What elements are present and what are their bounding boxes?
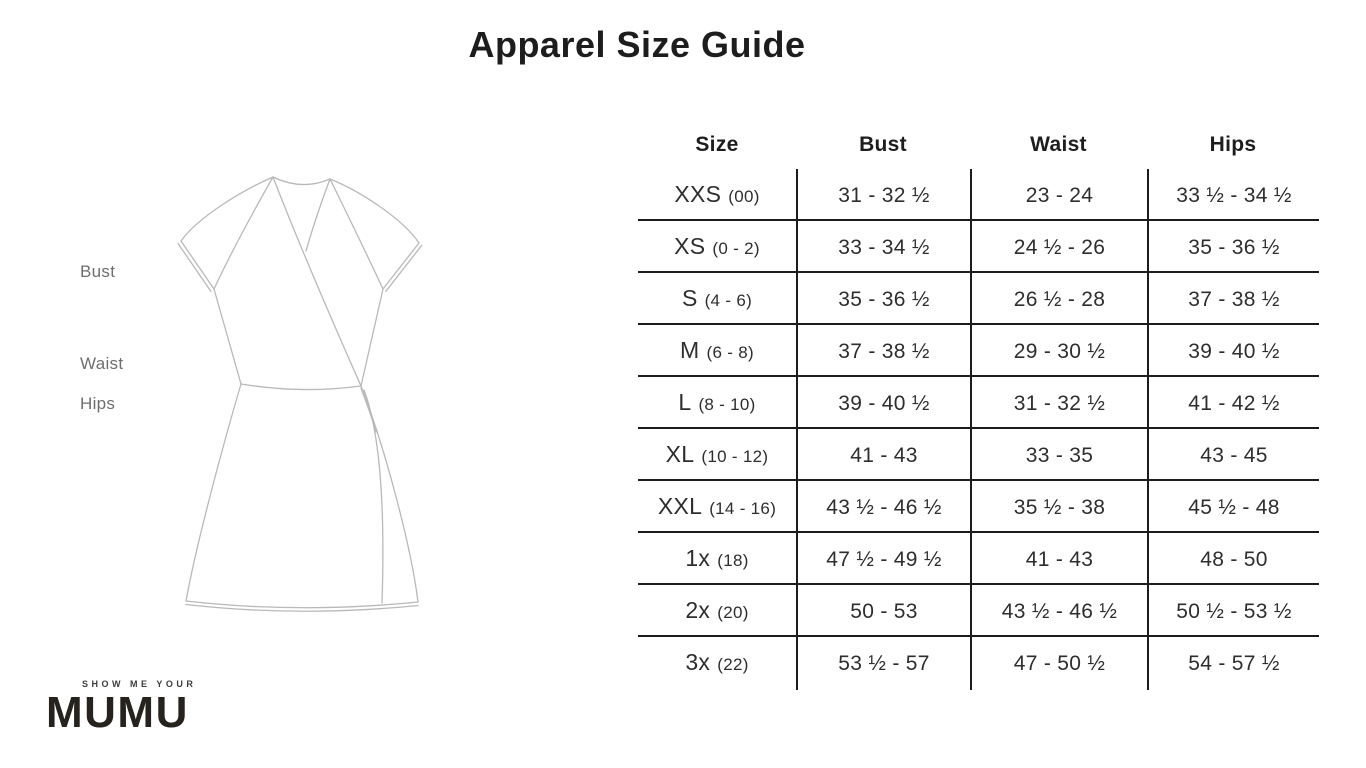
size-cell bbox=[638, 429, 796, 482]
table-row bbox=[638, 325, 1319, 377]
bust-cell: 31 - 32 ½ bbox=[796, 169, 970, 222]
table-row bbox=[638, 169, 1319, 221]
waist-cell: 31 - 32 ½ bbox=[970, 377, 1147, 430]
size-detail: (22) bbox=[717, 655, 749, 674]
dress-skirt-left bbox=[186, 384, 241, 601]
dress-right-sleeve bbox=[330, 179, 419, 243]
bust-cell: 33 - 34 ½ bbox=[796, 221, 970, 274]
dress-sketch bbox=[155, 165, 445, 625]
dress-right-armhole bbox=[330, 179, 383, 289]
dress-left-sleeve-hem-inner bbox=[178, 244, 211, 292]
dress-left-bodice bbox=[214, 289, 241, 384]
size-detail: (20) bbox=[717, 603, 749, 622]
hips-label: Hips bbox=[80, 394, 116, 413]
dress-left-sleeve-hem bbox=[181, 241, 214, 289]
size-detail: (14 - 16) bbox=[709, 499, 777, 518]
waist-cell: 47 - 50 ½ bbox=[970, 637, 1147, 690]
bust-cell: 41 - 43 bbox=[796, 429, 970, 482]
bust-label: Bust bbox=[80, 262, 116, 281]
waist-cell: 23 - 24 bbox=[970, 169, 1147, 222]
size-detail: (8 - 10) bbox=[698, 395, 756, 414]
dress-right-sleeve-hem-inner bbox=[386, 245, 422, 291]
size-detail: (18) bbox=[717, 551, 749, 570]
size-code: 3x bbox=[685, 649, 711, 675]
column-header-size: Size bbox=[695, 132, 739, 156]
dress-right-sleeve-hem bbox=[383, 243, 419, 289]
size-detail: (0 - 2) bbox=[712, 239, 760, 258]
size-cell bbox=[638, 377, 796, 430]
waist-cell: 35 ½ - 38 bbox=[970, 481, 1147, 534]
hips-cell: 54 - 57 ½ bbox=[1147, 637, 1319, 690]
dress-waist-seam bbox=[241, 384, 361, 390]
size-code: M bbox=[680, 337, 700, 363]
size-detail: (6 - 8) bbox=[706, 343, 754, 362]
size-code: XS bbox=[674, 233, 706, 259]
hips-cell: 37 - 38 ½ bbox=[1147, 273, 1319, 326]
size-table-header bbox=[638, 120, 1319, 169]
size-code: 1x bbox=[685, 545, 711, 571]
hips-cell: 35 - 36 ½ bbox=[1147, 221, 1319, 274]
hips-cell: 45 ½ - 48 bbox=[1147, 481, 1319, 534]
bust-cell: 35 - 36 ½ bbox=[796, 273, 970, 326]
size-code: XXL bbox=[657, 493, 703, 519]
size-code: S bbox=[681, 285, 698, 311]
waist-cell: 41 - 43 bbox=[970, 533, 1147, 586]
size-cell bbox=[638, 273, 796, 326]
dress-hem bbox=[186, 601, 418, 608]
hips-cell: 33 ½ - 34 ½ bbox=[1147, 169, 1319, 222]
hips-cell: 50 ½ - 53 ½ bbox=[1147, 585, 1319, 638]
dress-right-neckline bbox=[306, 179, 330, 251]
table-row bbox=[638, 481, 1319, 533]
bust-cell: 37 - 38 ½ bbox=[796, 325, 970, 378]
dress-left-armhole bbox=[214, 177, 273, 289]
column-header-hips: Hips bbox=[1209, 132, 1257, 156]
dress-left-sleeve bbox=[181, 177, 273, 241]
dress-right-bodice bbox=[361, 289, 383, 386]
size-cell bbox=[638, 585, 796, 638]
dress-tie bbox=[361, 388, 376, 432]
size-detail: (00) bbox=[728, 187, 760, 206]
size-table bbox=[638, 120, 1319, 689]
bust-cell: 47 ½ - 49 ½ bbox=[796, 533, 970, 586]
waist-cell: 43 ½ - 46 ½ bbox=[970, 585, 1147, 638]
size-detail: (4 - 6) bbox=[704, 291, 753, 310]
brand-logo bbox=[46, 679, 197, 737]
column-header-waist: Waist bbox=[1030, 132, 1087, 156]
table-row bbox=[638, 429, 1319, 481]
bust-cell: 50 - 53 bbox=[796, 585, 970, 638]
table-row bbox=[638, 273, 1319, 325]
table-row bbox=[638, 637, 1319, 689]
dress-skirt-right bbox=[361, 386, 418, 602]
page-title: Apparel Size Guide bbox=[468, 24, 806, 65]
size-table-rows bbox=[638, 169, 1319, 689]
size-code: XL bbox=[665, 441, 695, 467]
hips-cell: 39 - 40 ½ bbox=[1147, 325, 1319, 378]
table-row bbox=[638, 533, 1319, 585]
size-cell bbox=[638, 325, 796, 378]
dress-wrap-edge bbox=[273, 177, 361, 386]
waist-cell: 33 - 35 bbox=[970, 429, 1147, 482]
size-code: XXS bbox=[674, 181, 722, 207]
size-cell bbox=[638, 221, 796, 274]
logo-tagline: SHOW ME YOUR bbox=[82, 679, 197, 689]
size-cell bbox=[638, 169, 796, 222]
hips-cell: 43 - 45 bbox=[1147, 429, 1319, 482]
bust-cell: 43 ½ - 46 ½ bbox=[796, 481, 970, 534]
size-cell bbox=[638, 481, 796, 534]
hips-cell: 41 - 42 ½ bbox=[1147, 377, 1319, 430]
table-row bbox=[638, 377, 1319, 429]
table-row bbox=[638, 221, 1319, 273]
table-row bbox=[638, 585, 1319, 637]
size-code: 2x bbox=[685, 597, 711, 623]
column-header-bust: Bust bbox=[859, 132, 907, 156]
dress-back-neckline bbox=[273, 177, 330, 185]
waist-cell: 26 ½ - 28 bbox=[970, 273, 1147, 326]
waist-label: Waist bbox=[80, 354, 124, 373]
hips-cell: 48 - 50 bbox=[1147, 533, 1319, 586]
bust-cell: 53 ½ - 57 bbox=[796, 637, 970, 690]
waist-cell: 24 ½ - 26 bbox=[970, 221, 1147, 274]
size-detail: (10 - 12) bbox=[701, 447, 769, 466]
size-code: L bbox=[678, 389, 692, 415]
logo-brand: MUMU bbox=[46, 688, 189, 737]
size-cell bbox=[638, 533, 796, 586]
bust-cell: 39 - 40 ½ bbox=[796, 377, 970, 430]
size-cell bbox=[638, 637, 796, 690]
waist-cell: 29 - 30 ½ bbox=[970, 325, 1147, 378]
